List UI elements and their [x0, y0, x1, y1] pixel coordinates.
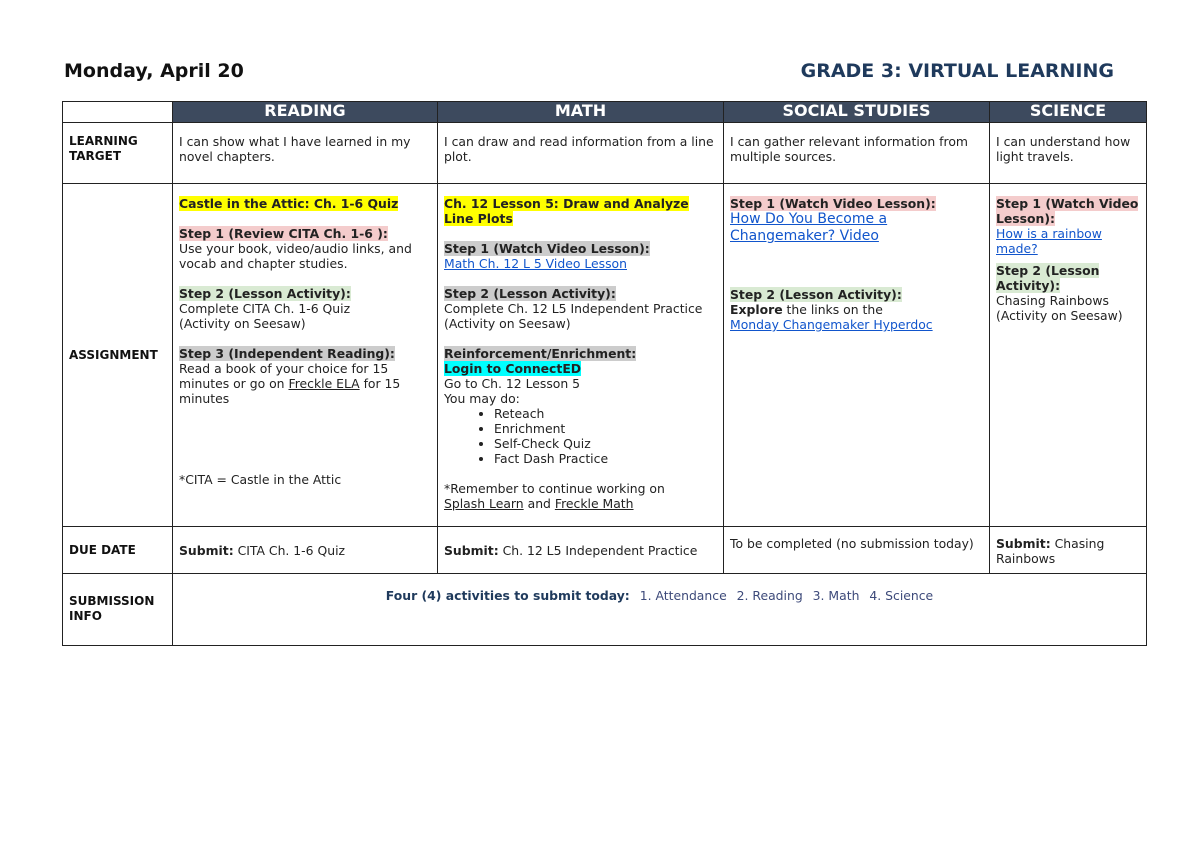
- assignment-reading: [173, 184, 438, 527]
- reading-step1-heading: Step 1 (Review CITA Ch. 1-6 ):: [179, 226, 388, 241]
- submission-lead: Four (4) activities to submit today:: [385, 588, 630, 603]
- due-reading-text: CITA Ch. 1-6 Quiz: [233, 542, 346, 558]
- learning-target-row: [63, 123, 1147, 184]
- submission-item: 2. Reading: [736, 588, 803, 603]
- math-and: and: [523, 496, 555, 511]
- submit-label: Submit:: [996, 536, 1051, 551]
- row-label-assignment: ASSIGNMENT: [63, 184, 173, 527]
- due-math-text: Ch. 12 L5 Independent Practice: [498, 542, 698, 558]
- assignment-social: [724, 184, 990, 527]
- row-label-due-date: DUE DATE: [63, 527, 173, 574]
- submission-item: 3. Math: [812, 588, 860, 603]
- math-video-link[interactable]: Math Ch. 12 L 5 Video Lesson: [444, 256, 627, 271]
- list-item: • Reteach: [494, 406, 717, 421]
- due-science: [990, 527, 1147, 574]
- page-title: GRADE 3: VIRTUAL LEARNING: [800, 60, 1114, 82]
- math-step1-heading: Step 1 (Watch Video Lesson):: [444, 241, 650, 256]
- social-step2-heading: Step 2 (Lesson Activity):: [730, 287, 902, 302]
- submission-row: [63, 574, 1147, 646]
- changemaker-video-link[interactable]: How Do You Become a Changemaker? Video: [730, 211, 888, 244]
- rainbow-video-link[interactable]: How is a rainbow made?: [996, 226, 1102, 256]
- submission-item: 4. Science: [869, 588, 934, 603]
- reading-step2-heading: Step 2 (Lesson Activity):: [179, 286, 351, 301]
- math-remember: *Remember to continue working on: [444, 481, 665, 496]
- reading-step2-line2: (Activity on Seesaw): [179, 316, 306, 331]
- math-step2-line2: (Activity on Seesaw): [444, 316, 571, 331]
- freckle-math-link[interactable]: Freckle Math: [554, 496, 634, 511]
- column-header-science: SCIENCE: [990, 102, 1147, 123]
- math-reinforce-heading: Reinforcement/Enrichment:: [444, 346, 637, 361]
- due-reading: [173, 527, 438, 574]
- reading-step2-line1: Complete CITA Ch. 1-6 Quiz: [179, 301, 351, 316]
- target-social: I can gather relevant information from multiple sources.: [724, 123, 990, 184]
- list-item: • Self-Check Quiz: [494, 436, 717, 451]
- reading-step3-pre: Read a book of your choice for 15 minutes or go on: [179, 361, 389, 391]
- due-social: To be completed (no submission today): [724, 527, 990, 574]
- submit-label: Submit:: [179, 542, 234, 558]
- reading-step1-text: Use your book, video/audio links, and vocab and chapter studies.: [179, 241, 412, 271]
- reading-title: Castle in the Attic: Ch. 1-6 Quiz: [179, 196, 399, 211]
- science-step2-line1: Chasing Rainbows: [996, 293, 1109, 308]
- reading-step3-text: [179, 361, 431, 406]
- submission-info: [173, 574, 1147, 646]
- corner-cell: [63, 102, 173, 123]
- row-label-submission: SUBMISSION INFO: [63, 574, 173, 646]
- column-header-math: MATH: [438, 102, 724, 123]
- column-header-social-studies: SOCIAL STUDIES: [724, 102, 990, 123]
- reading-step3-heading: Step 3 (Independent Reading):: [179, 346, 395, 361]
- reading-step3-post: for 15 minutes: [179, 376, 401, 406]
- target-reading: I can show what I have learned in my novel chapters.: [173, 123, 438, 184]
- splash-learn-link[interactable]: Splash Learn: [444, 496, 524, 511]
- submission-item: 1. Attendance: [639, 588, 727, 603]
- due-date-row: [63, 527, 1147, 574]
- list-item: • Enrichment: [494, 421, 717, 436]
- social-step1-heading: Step 1 (Watch Video Lesson):: [730, 196, 936, 211]
- assignment-math: [438, 184, 724, 527]
- assignment-science: [990, 184, 1147, 527]
- math-maydo: You may do:: [444, 391, 520, 406]
- submit-label: Submit:: [444, 542, 499, 558]
- freckle-ela-link[interactable]: Freckle ELA: [288, 376, 360, 391]
- list-item: • Fact Dash Practice: [494, 451, 717, 466]
- due-science-text: Chasing Rainbows: [996, 536, 1105, 566]
- cita-note: *CITA = Castle in the Attic: [179, 472, 342, 487]
- math-step2-line1: Complete Ch. 12 L5 Independent Practice: [444, 301, 703, 316]
- column-header-reading: READING: [173, 102, 438, 123]
- target-math: I can draw and read information from a line plot.: [438, 123, 724, 184]
- math-step2-heading: Step 2 (Lesson Activity):: [444, 286, 616, 301]
- connected-login[interactable]: Login to ConnectED: [444, 361, 582, 376]
- page-date: Monday, April 20: [64, 60, 244, 82]
- social-explore-text: the links on the: [782, 302, 883, 317]
- due-math: [438, 527, 724, 574]
- target-science: I can understand how light travels.: [990, 123, 1147, 184]
- changemaker-hyperdoc-link[interactable]: Monday Changemaker Hyperdoc: [730, 317, 933, 332]
- science-step2-heading: Step 2 (Lesson Activity):: [996, 263, 1100, 293]
- science-step1-heading: Step 1 (Watch Video Lesson):: [996, 196, 1139, 226]
- math-goto: Go to Ch. 12 Lesson 5: [444, 376, 581, 391]
- assignment-row: [63, 184, 1147, 527]
- table-header-row: [63, 102, 1147, 123]
- science-step2-line2: (Activity on Seesaw): [996, 308, 1123, 323]
- row-label-learning-target: LEARNING TARGET: [63, 123, 173, 184]
- schedule-table: [62, 101, 1147, 646]
- social-explore: Explore: [730, 302, 783, 317]
- math-options-list: [444, 406, 717, 466]
- math-title: Ch. 12 Lesson 5: Draw and Analyze Line Plots: [444, 196, 689, 226]
